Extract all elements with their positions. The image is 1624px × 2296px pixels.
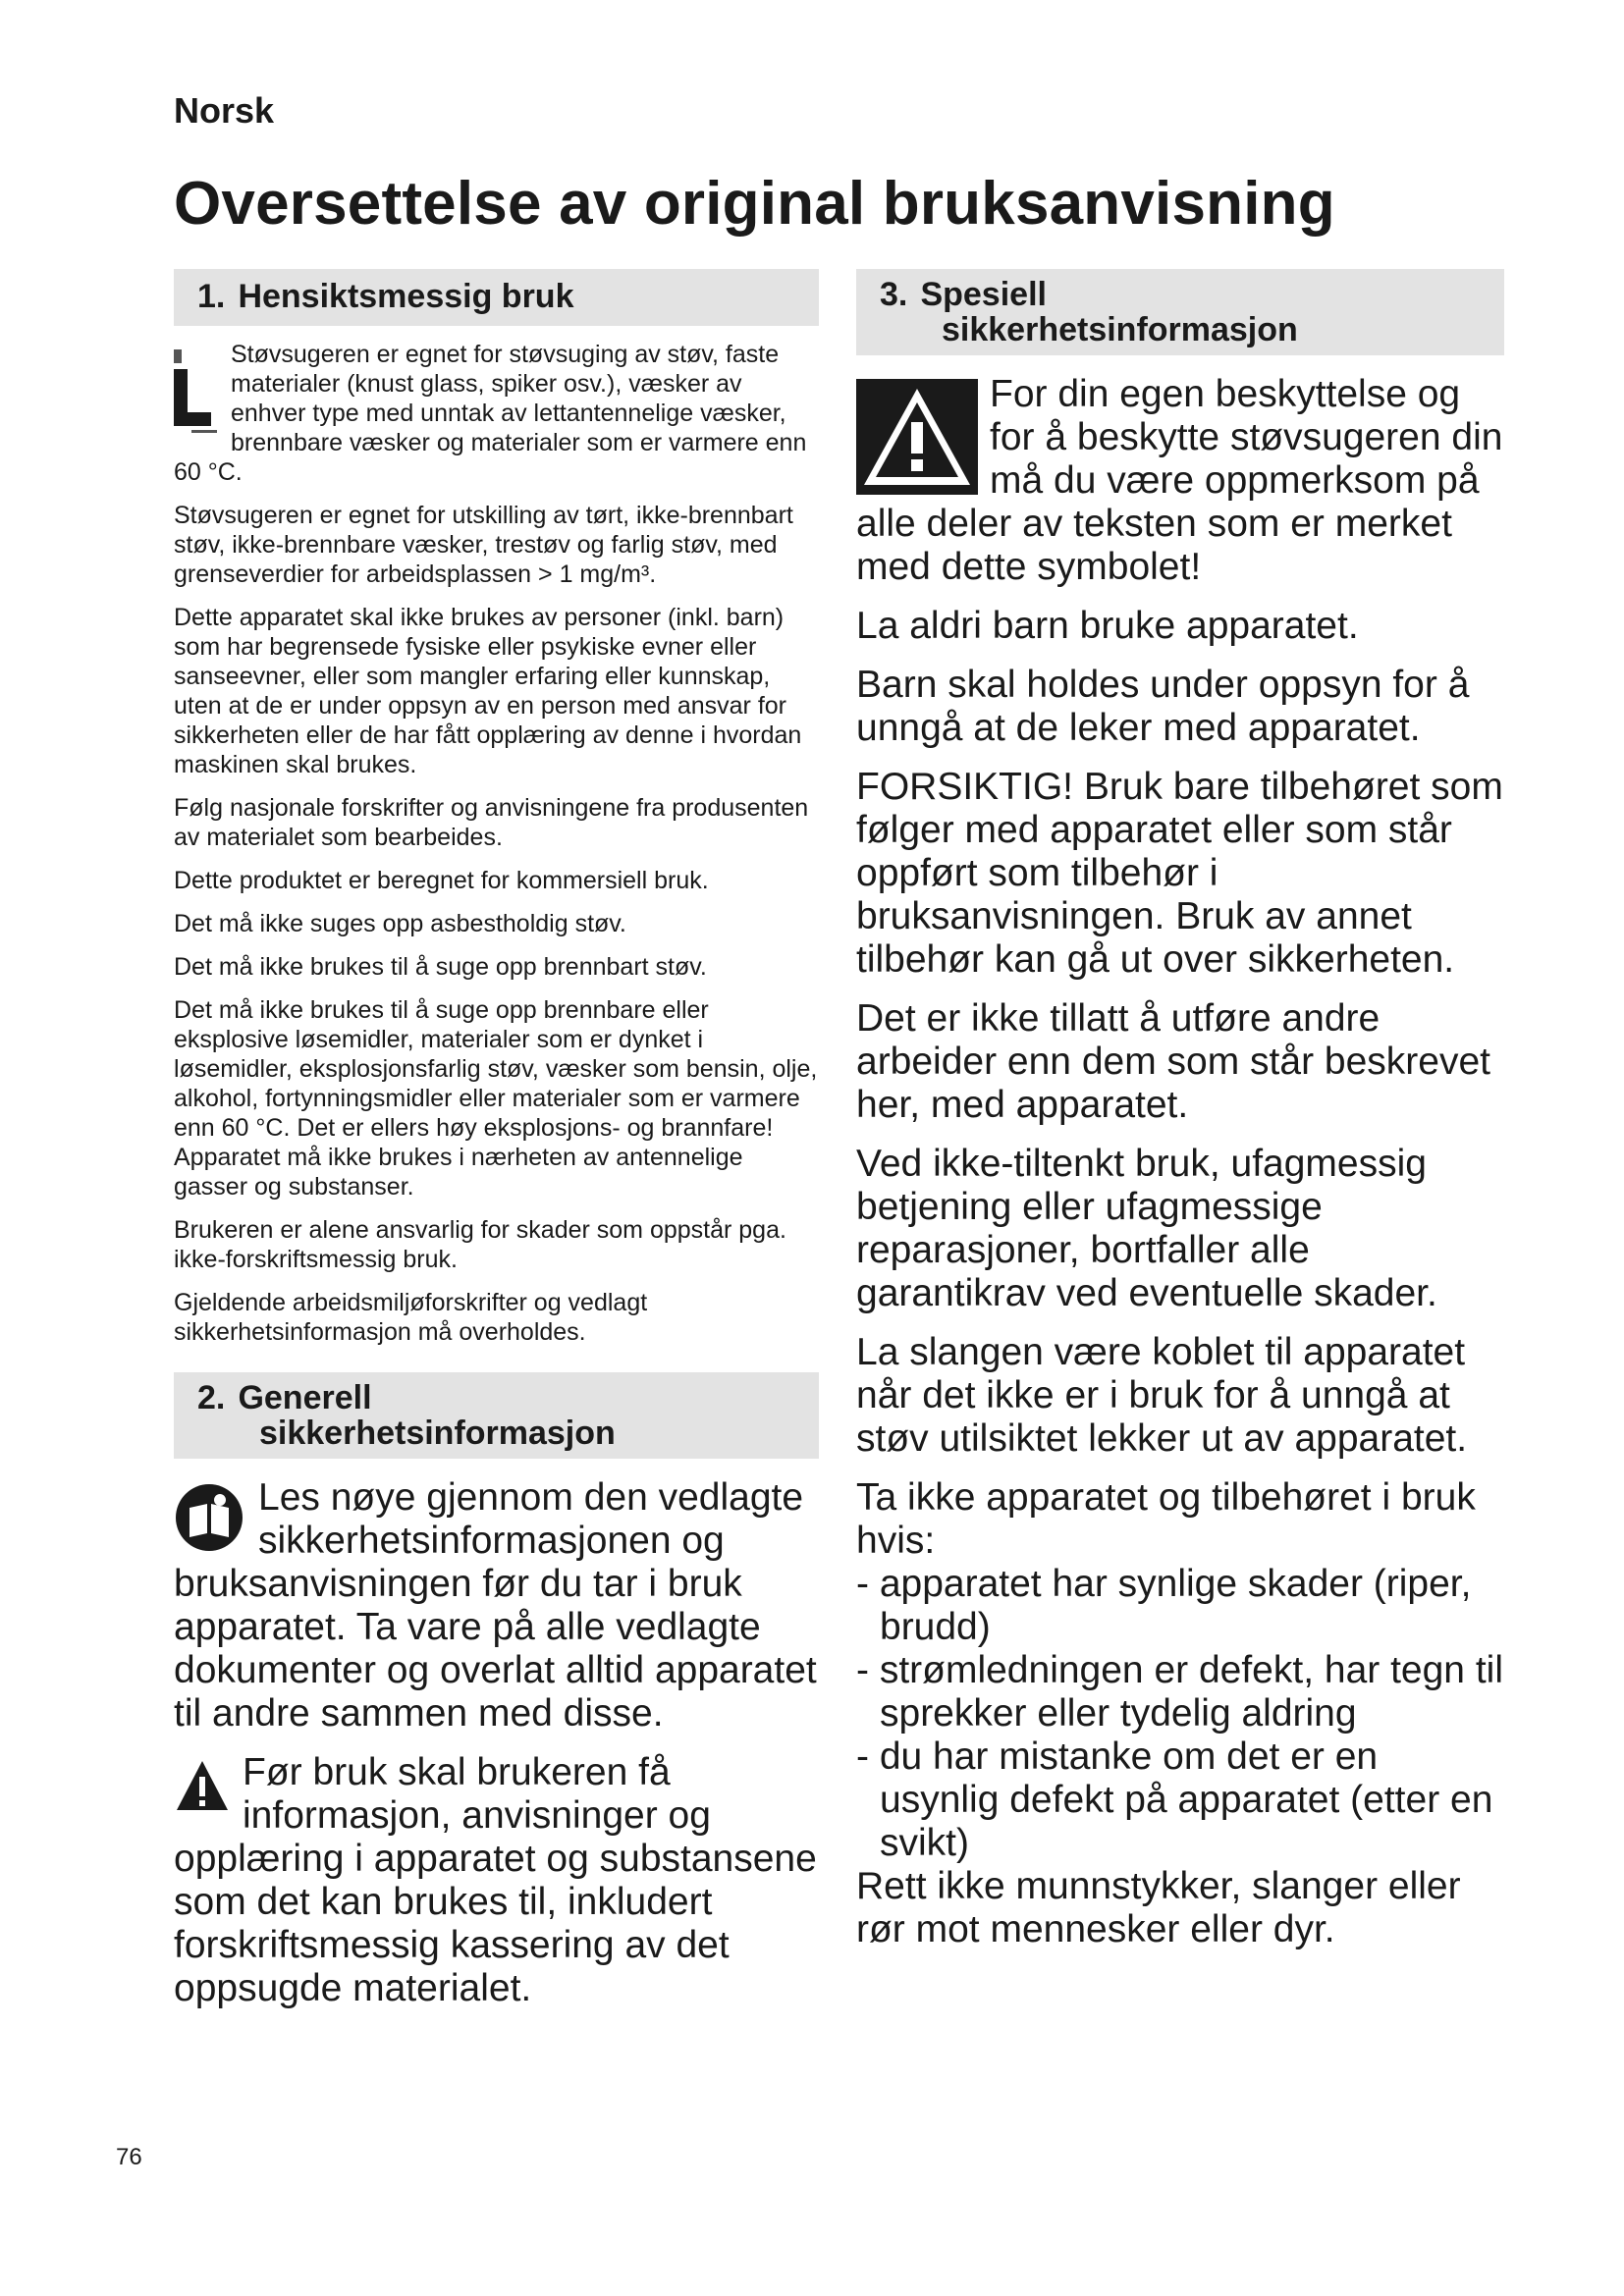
warning-icon [856,379,978,495]
section-1-heading [174,269,819,326]
paragraph: Støvsugeren er egnet for støvsuging av støv, faste materialer (knust glass, spiker osv.), væsker av enhver type med unntak av lettantennelige væsker, brennbare væsker og materialer som er varmere enn 60 °C. [174,341,807,486]
read-manual-icon [174,1482,244,1553]
paragraph: Barn skal holdes under oppsyn for å unngå at de leker med apparatet. [856,664,1470,749]
page-title: Oversettelse av original bruksanvisning [174,170,1335,238]
paragraph: Rett ikke munnstykker, slanger eller rør mot mennesker eller dyr. [856,1865,1461,1950]
paragraph: Ved ikke-tiltenkt bruk, ufagmessig betjening eller ufagmessige reparasjoner, bortfaller alle garantikrav ved eventuelle skader. [856,1143,1437,1314]
paragraph: Dette apparatet skal ikke brukes av personer (inkl. barn) som har begrensede fysiske eller psykiske evner eller sanseevner, eller som mangler erfaring eller kunnskap, uten at de er under oppsyn av en person med ansvar for sikkerheten eller de har fått opplæring av denne i hvordan maskinen skal brukes. [174,604,802,778]
paragraph: Les nøye gjennom den vedlagte sikkerhetsinformasjonen og bruksanvisningen før du tar i bruk apparatet. Ta vare på alle vedlagte dokumenter og overlat alltid apparatet til andre sammen med disse. [174,1476,817,1735]
section-2-heading [174,1372,819,1459]
section-3-number: 3. [880,276,908,313]
list-item: - apparatet har synlige skader (riper, brudd) [856,1563,1472,1648]
paragraph: Før bruk skal brukeren få informasjon, anvisninger og opplæring i apparatet og substansene som det kan brukes til, inkludert forskriftsmessig kassering av det oppsugde materialet. [174,1751,817,2009]
warning-icon [174,1757,231,1814]
section-1-title: Hensiktsmessig bruk [238,278,574,315]
section-1-number: 1. [197,278,226,315]
paragraph: Det må ikke suges opp asbestholdig støv. [174,910,626,937]
paragraph: Det må ikke brukes til å suge opp brennbare eller eksplosive løsemidler, materialer som er dynket i løsemidler, eksplosjonsfarlig støv, væsker som bensin, olje, alkohol, fortynningsmidler eller materialer som er varmere enn 60 °C. Det er ellers høy eksplosjons- og brannfare! Apparatet må ikke brukes i nærheten av antennelige gasser og substanser. [174,996,818,1201]
section-2-title-line1: Generell [238,1379,372,1416]
section-2-title-line2: sikkerhetsinformasjon [259,1415,616,1452]
language-label: Norsk [174,90,275,131]
right-column [856,269,1504,1967]
paragraph: Dette produktet er beregnet for kommersiell bruk. [174,867,709,894]
section-start-l-icon [174,349,213,432]
left-column [174,269,819,2026]
paragraph: For din egen beskyttelse og for å beskytte støvsugeren din må du være oppmerksom på alle deler av teksten som er merket med dette symbolet! [856,373,1503,588]
paragraph: Ta ikke apparatet og tilbehøret i bruk hvis: [856,1476,1476,1562]
paragraph: Støvsugeren er egnet for utskilling av tørt, ikke-brennbart støv, ikke-brennbare væsker, trestøv og farlig støv, med grenseverdier for arbeidsplassen > 1 mg/m³. [174,502,793,588]
paragraph: Følg nasjonale forskrifter og anvisningene fra produsenten av materialet som bearbeides. [174,794,809,851]
page-number: 76 [116,2144,142,2170]
list-item: - strømledningen er defekt, har tegn til sprekker eller tydelig aldring [856,1649,1503,1735]
section-3-heading [856,269,1504,355]
paragraph: FORSIKTIG! Bruk bare tilbehøret som følger med apparatet eller som står oppført som tilbehør i bruksanvisningen. Bruk av annet tilbehør kan gå ut over sikkerheten. [856,766,1503,981]
paragraph: Det er ikke tillatt å utføre andre arbeider enn dem som står beskrevet her, med apparatet. [856,997,1490,1126]
section-3-title-line2: sikkerhetsinformasjon [942,311,1298,348]
list-item: - du har mistanke om det er en usynlig defekt på apparatet (etter en svikt) [856,1735,1493,1864]
condition-list [856,1563,1504,1865]
section-2-number: 2. [197,1379,226,1416]
paragraph: La aldri barn bruke apparatet. [856,605,1359,647]
paragraph: Det må ikke brukes til å suge opp brennbart støv. [174,953,707,981]
paragraph: La slangen være koblet til apparatet når det ikke er i bruk for å unngå at støv utilsiktet lekker ut av apparatet. [856,1331,1468,1460]
paragraph: Brukeren er alene ansvarlig for skader som oppstår pga. ikke-forskriftsmessig bruk. [174,1216,786,1273]
paragraph: Gjeldende arbeidsmiljøforskrifter og vedlagt sikkerhetsinformasjon må overholdes. [174,1289,648,1346]
section-3-title-line1: Spesiell [920,276,1047,313]
